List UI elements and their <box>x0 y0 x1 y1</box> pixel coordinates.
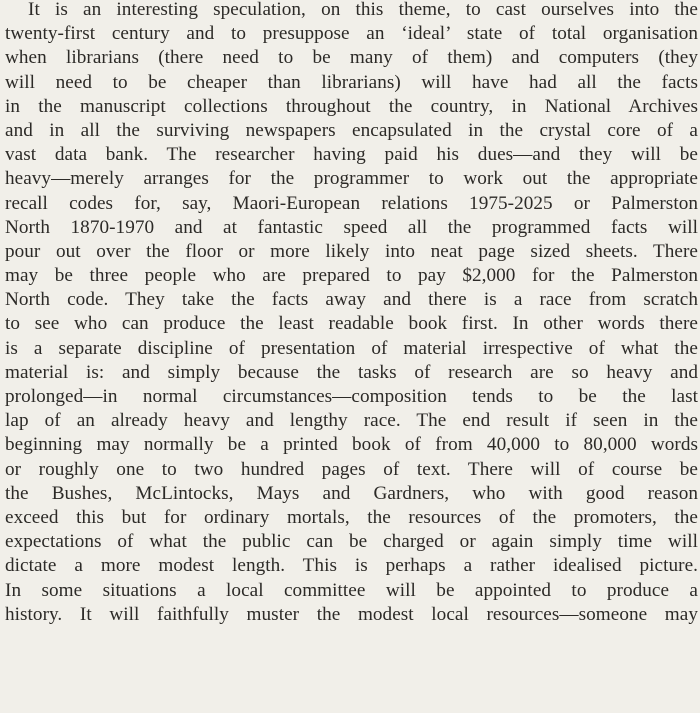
text-line: in the manuscript collections throughout the country, in National Archives <box>5 95 698 117</box>
text-line: recall codes for, say, Maori-European relations 1975-2025 or Palmerston <box>5 192 698 214</box>
text-line: dictate a more modest length. This is perhaps a rather idealised picture. <box>5 555 698 577</box>
text-line: heavy—merely arranges for the programmer to work out the appropriate <box>5 168 698 190</box>
text-line: the Bushes, McLintocks, Mays and Gardners, who with good reason <box>5 482 698 504</box>
text-line: North 1870-1970 and at fantastic speed all the programmed facts will <box>5 216 698 238</box>
text-line: may be three people who are prepared to pay $2,000 for the Palmerston <box>5 265 698 287</box>
text-line: beginning may normally be a printed book of from 40,000 to 80,000 words <box>5 434 698 456</box>
text-line: when librarians (there need to be many of them) and computers (they <box>5 47 698 69</box>
text-line: It is an interesting speculation, on this theme, to cast ourselves into the <box>28 0 698 20</box>
text-line: twenty-first century and to presuppose an ‘ideal’ state of total organisation <box>5 23 698 45</box>
text-line: and in all the surviving newspapers encapsulated in the crystal core of a <box>5 119 698 141</box>
text-line: is a separate discipline of presentation of material irrespective of what the <box>5 337 698 359</box>
text-line: will need to be cheaper than librarians) will have had all the facts <box>5 71 698 93</box>
text-line: vast data bank. The researcher having paid his dues—and they will be <box>5 144 698 166</box>
document-page <box>5 0 698 713</box>
text-line: In some situations a local committee will be appointed to produce a <box>5 579 698 601</box>
text-line: material is: and simply because the tasks of research are so heavy and <box>5 361 698 383</box>
text-line: expectations of what the public can be charged or again simply time will <box>5 531 698 553</box>
text-line: exceed this but for ordinary mortals, the resources of the promoters, the <box>5 506 698 528</box>
text-line: or roughly one to two hundred pages of text. There will of course be <box>5 458 698 480</box>
text-line: history. It will faithfully muster the modest local resources—someone may <box>5 603 698 625</box>
text-line: lap of an already heavy and lengthy race. The end result if seen in the <box>5 410 698 432</box>
text-line: prolonged—in normal circumstances—composition tends to be the last <box>5 386 698 407</box>
text-line: to see who can produce the least readable book first. In other words there <box>5 313 698 335</box>
body-paragraph <box>5 0 698 627</box>
text-line: North code. They take the facts away and there is a race from scratch <box>5 289 698 311</box>
text-line: pour out over the floor or more likely into neat page sized sheets. There <box>5 240 698 262</box>
